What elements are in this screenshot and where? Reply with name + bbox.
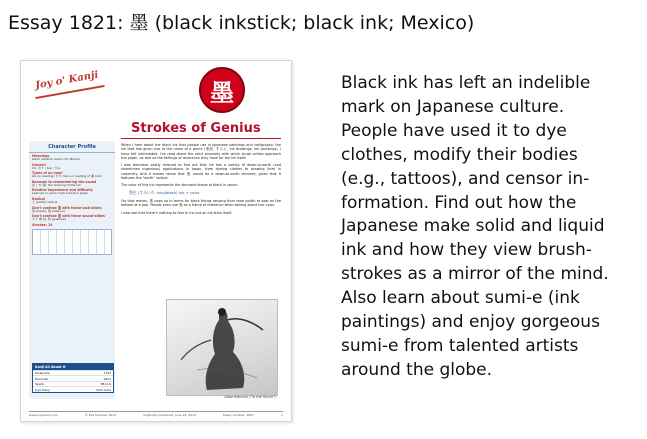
section-text: 黒 (black), 黙 (silence) [32, 208, 65, 213]
reference-table-title: Kanji All About It [33, 364, 113, 370]
page-footer: www.joyokanji.com © Eve Kushner 2013 Originally published: June 24, 2013 Essay number: 1821 1 [29, 413, 283, 417]
essay-thumbnail[interactable] [20, 60, 292, 422]
reference-table [32, 363, 114, 393]
stroke-order-grid [32, 229, 112, 255]
sidebar-section [29, 196, 115, 205]
painting-caption: Dake Ikemoto ("In the Storm") [224, 395, 276, 399]
section-text: black inkstick; black ink; Mexico [32, 157, 81, 161]
section-text: Learned in junior high school in Japan [32, 191, 89, 196]
section-label: Meanings [32, 154, 50, 158]
section-text: ボク 僕 (I), 牧 (pasture) [32, 217, 66, 222]
sidebar-section [29, 222, 115, 227]
description-line: sumi-e from talented artists [341, 335, 579, 356]
description-line: strokes as a mirror of the mind. [341, 264, 609, 285]
table-row: Spahn 3B11.9 [35, 382, 111, 387]
sumi-e-painting-image [166, 299, 278, 396]
description-line: Japanese make solid and liquid [341, 216, 605, 237]
character-profile-sidebar [29, 141, 115, 399]
section-label: Radical [32, 196, 46, 201]
sidebar-section [29, 179, 115, 188]
section-label: Bonuses to remembering the sound [32, 179, 97, 184]
section-text: Go-on reading: ボク; Kan-on reading of 墨 (ink) [32, 174, 102, 179]
sidebar-section [29, 205, 115, 214]
title-rule [121, 138, 281, 139]
section-text: ぼく to 墨, the hooking of the ink [32, 182, 81, 187]
paragraph: When I hear about the black ink that people use in Japanese paintings and calligraphy, the ink that has given rise to the name of a genre (墨絵, すみえ, ink drawings; ink paintings), I have felt intimidated. I've read about the strict propriety with which brush artists approach the paper, as well as the feelings of reverence they have for the ink itself. [121, 143, 281, 160]
paragraph: For that reason, 墨 pops up in terms for black things ranging from shoe polish to soot on the bottom of a pan. People even use 墨 as a frame of reference when talking about hair color. [121, 198, 281, 208]
table-row: Henshall 1821 [35, 376, 111, 381]
description-line: ink and how they view brush- [341, 240, 592, 261]
sidebar-section [29, 162, 115, 171]
section-text: 土 (earth) radical [32, 199, 58, 204]
description-line: clothes, modify their bodies [341, 144, 578, 165]
section-label: Types of on-yomi [32, 171, 63, 176]
description-line: around the globe. [341, 359, 493, 380]
description-line: paintings) and enjoy gorgeous [341, 312, 600, 333]
description-line: (e.g., tattoos), and censor in- [341, 168, 590, 189]
section-label: Relative importance and difficulty [32, 188, 93, 193]
paragraph: The color of this ink represents the standard shade of black in Japan: [121, 183, 238, 188]
article-body [121, 143, 281, 218]
description-line: formation. Find out how the [341, 192, 577, 213]
table-row: Kodansha 1793 [35, 370, 111, 375]
section-label: Strokes: 14 [32, 222, 53, 227]
kanji-formula: 墨色 (すみいろ: inky/black) ink + color [129, 189, 200, 195]
section-text: Ch, ボク / Kun: すみ [32, 165, 61, 170]
paragraph: I now see that there's nothing to fear in ink but an ink stain itself. [121, 210, 233, 215]
ink-figure-icon [167, 300, 277, 395]
table-row: Joyo Kanji Click here [35, 387, 111, 392]
joy-o-kanji-logo: Joy o' Kanji [34, 69, 100, 92]
section-label: Onyomi [32, 162, 46, 167]
kanji-circle: 墨 [199, 67, 245, 113]
sidebar-section [29, 153, 115, 162]
description-line: People have used it to dye [341, 120, 567, 141]
sidebar-section [29, 187, 115, 196]
section-label: Don't confuse 墨 with these look-alikes [32, 205, 102, 210]
paragraph: I was therefore vastly relieved to find out that ink has a variety of down-to-earth (and sometimes ingenious) applications in Japan, from dyeing clothes to drawing lines in carpentry. And it makes sense that 墨 would be a down-to-earth element, given that it features the "earth" radical. [121, 163, 281, 181]
essay-description [341, 72, 641, 383]
description-line: mark on Japanese culture. [341, 96, 565, 117]
description-line: Also learn about sumi-e (ink [341, 288, 580, 309]
sidebar-section [29, 213, 115, 222]
essay-title: Essay 1821: 墨 (black inkstick; black ink; Mexico) [8, 12, 475, 34]
article-title: Strokes of Genius [131, 121, 261, 136]
section-label: Don't confuse 墨 with these sound-alikes [32, 214, 105, 219]
description-line: Black ink has left an indelible [341, 73, 591, 93]
sidebar-section [29, 170, 115, 179]
sidebar-heading: Character Profile [29, 141, 115, 153]
